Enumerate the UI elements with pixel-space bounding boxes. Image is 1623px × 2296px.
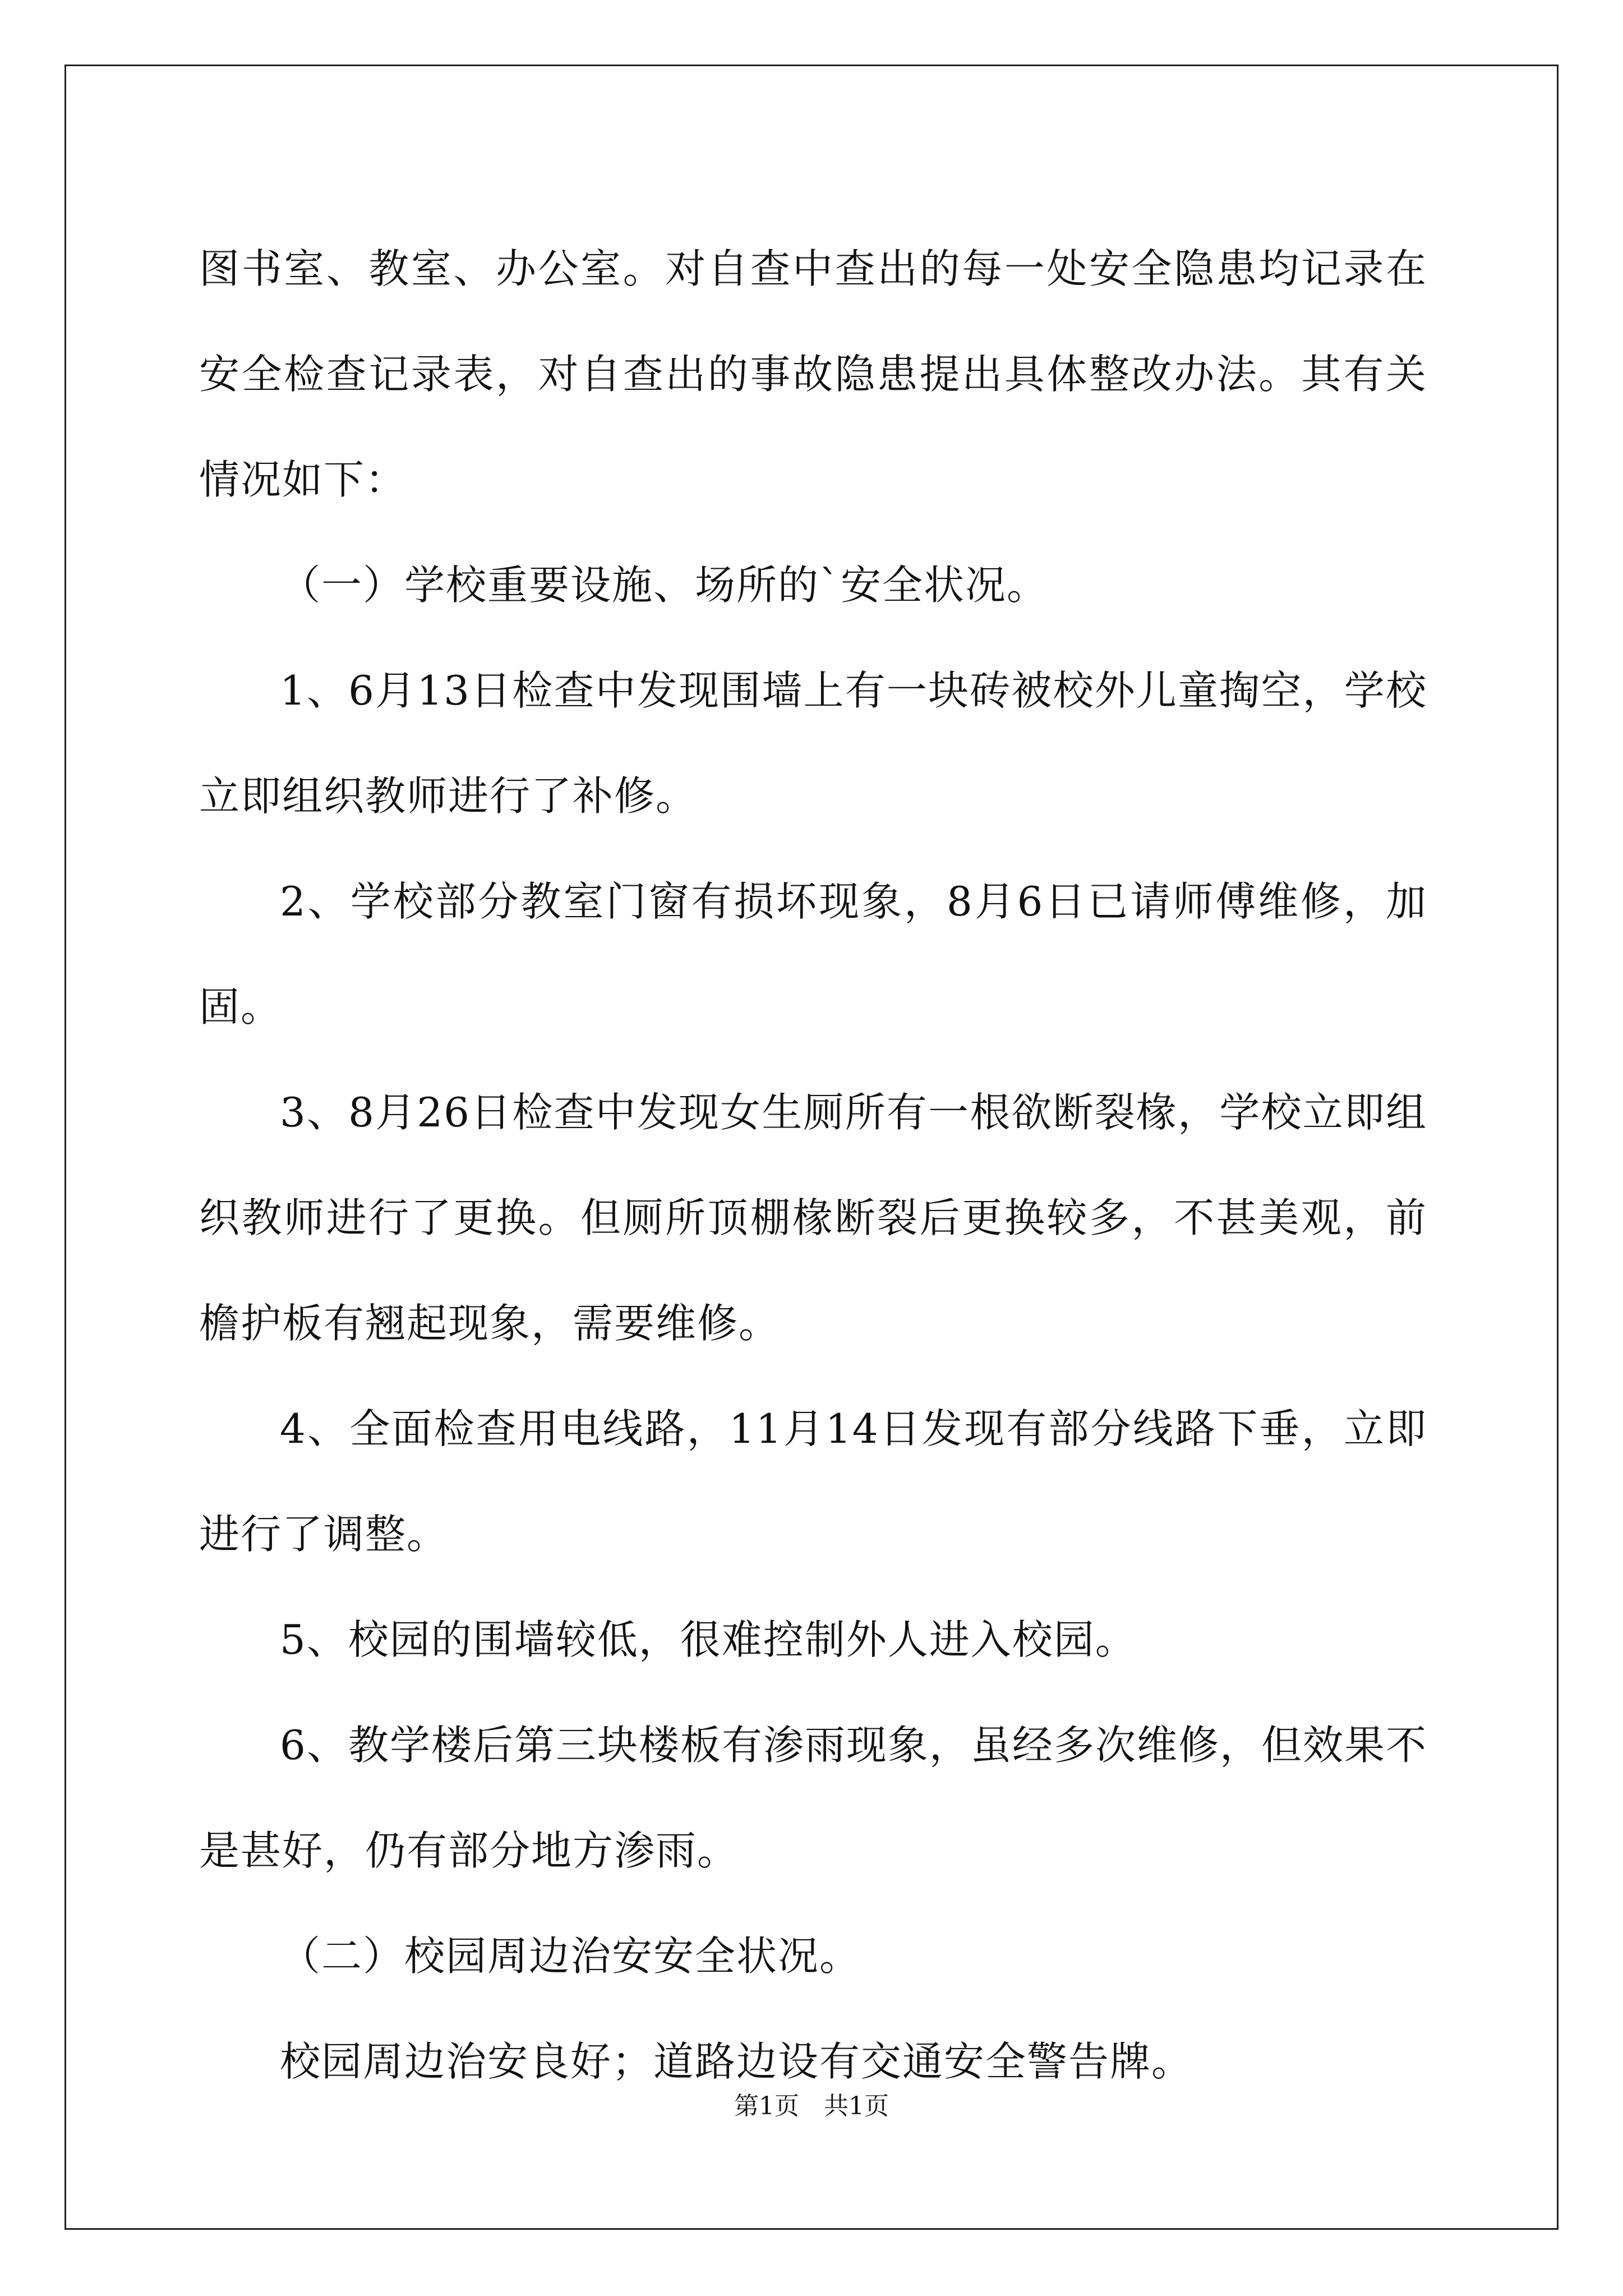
section-heading-surroundings: （二）校园周边治安安全状况。 bbox=[280, 1932, 861, 1980]
paragraph-item-3: 3、8月26日检查中发现女生厕所有一根欲断裂椽，学校立即组织教师进行了更换。但厕所顶棚椽断裂后更换较多，不甚美观，前檐护板有翘起现象，需要维修。 bbox=[199, 1089, 1427, 1347]
paragraph-item-6: 6、教学楼后第三块楼板有渗雨现象，虽经多次维修，但效果不是甚好，仍有部分地方渗雨。 bbox=[199, 1722, 1427, 1874]
page-footer: 第1页 共1页 bbox=[734, 2092, 889, 2120]
paragraph-item-5: 5、校园的围墙较低，很难控制外人进入校园。 bbox=[280, 1616, 1137, 1663]
document-body bbox=[199, 216, 1427, 2114]
paragraph-intro: 图书室、教室、办公室。对自查中查出的每一处安全隐患均记录在安全检查记录表，对自查出的事故隐患提出具体整改办法。其有关情况如下： bbox=[199, 245, 1427, 503]
paragraph-surroundings: 校园周边治安良好；道路边设有交通安全警告牌。 bbox=[280, 2038, 1193, 2085]
paragraph-item-4: 4、全面检查用电线路，11月14日发现有部分线路下垂，立即进行了调整。 bbox=[199, 1405, 1427, 1558]
paragraph-item-2: 2、学校部分教室门窗有损坏现象，8月6日已请师傅维修，加固。 bbox=[199, 878, 1427, 1030]
paragraph-item-1: 1、6月13日检查中发现围墙上有一块砖被校外儿童掏空，学校立即组织教师进行了补修。 bbox=[199, 667, 1427, 820]
section-heading-facilities: （一）学校重要设施、场所的`安全状况。 bbox=[280, 562, 1049, 609]
